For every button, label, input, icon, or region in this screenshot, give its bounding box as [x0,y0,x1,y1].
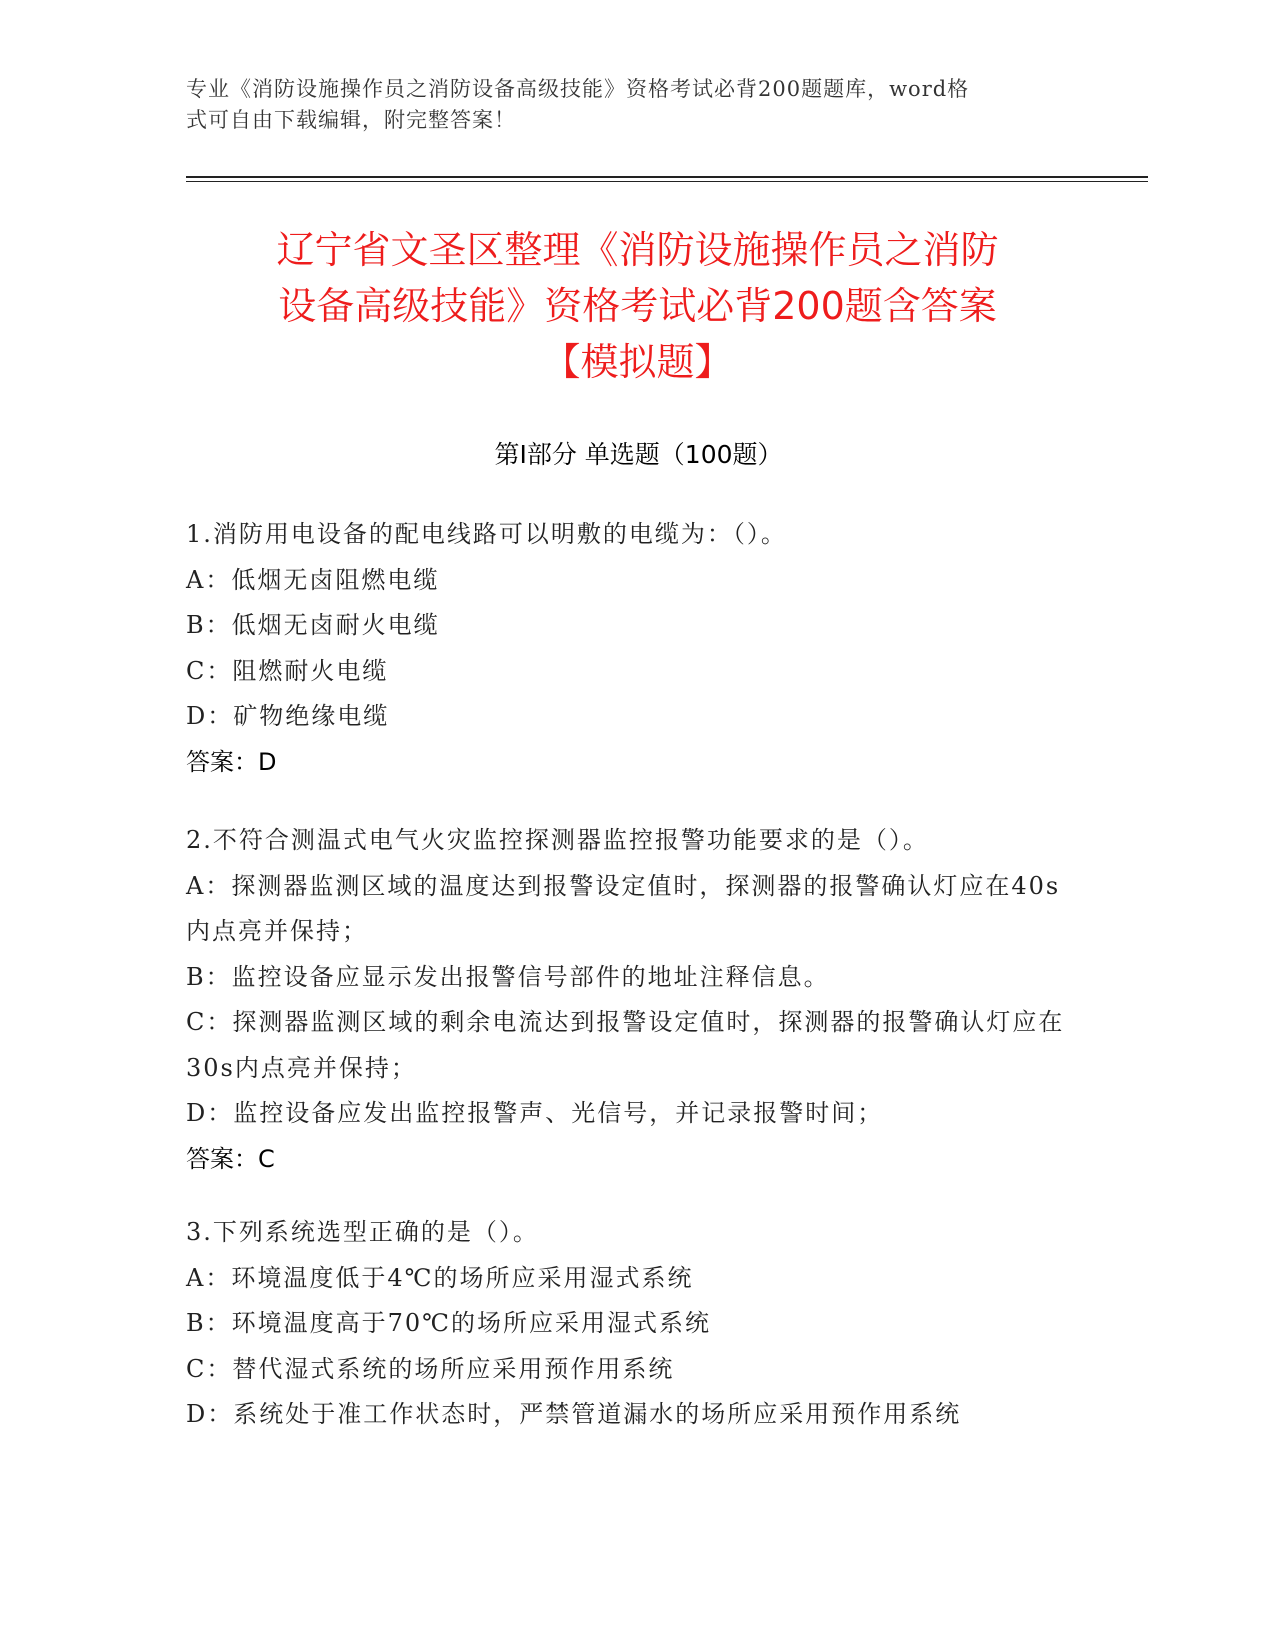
question-stem: 1.消防用电设备的配电线路可以明敷的电缆为：（）。 [186,520,787,548]
document-title [160,222,1115,390]
answer: 答案：C [186,1144,275,1173]
question-stem: 3.下列系统选型正确的是（）。 [186,1218,539,1246]
option-a: A：低烟无卤阻燃电缆 [186,565,440,594]
answer: 答案：D [186,747,277,776]
option-c: C：探测器监测区域的剩余电流达到报警设定值时，探测器的报警确认灯应在30s内点亮并保持； [186,1008,1065,1082]
question-1 [186,512,1066,785]
header-description [186,74,1066,136]
option-d: D：矿物绝缘电缆 [186,702,390,730]
option-a: A：环境温度低于4℃的场所应采用湿式系统 [186,1263,694,1292]
option-c: C：阻燃耐火电缆 [186,656,389,685]
question-2 [186,818,1066,1182]
option-b: B：低烟无卤耐火电缆 [186,611,440,639]
option-a: A：探测器监测区域的温度达到报警设定值时，探测器的报警确认灯应在40s内点亮并保持； [186,871,1061,945]
option-c: C：替代湿式系统的场所应采用预作用系统 [186,1354,675,1383]
option-d: D：系统处于准工作状态时，严禁管道漏水的场所应采用预作用系统 [186,1400,962,1428]
header-divider-thin [186,181,1148,182]
question-3 [186,1210,1066,1438]
option-b: B：环境温度高于70℃的场所应采用湿式系统 [186,1309,712,1337]
header-line-1: 专业《消防设施操作员之消防设备高级技能》资格考试必背200题题库，word格 [186,77,970,101]
option-b: B：监控设备应显示发出报警信号部件的地址注释信息。 [186,962,830,991]
option-d: D：监控设备应发出监控报警声、光信号，并记录报警时间； [186,1099,884,1127]
header-divider-thick [186,176,1148,178]
header-line-2: 式可自由下载编辑，附完整答案！ [186,108,516,132]
title-line-2: 设备高级技能》资格考试必背200题含答案 [278,284,997,328]
section-heading: 第I部分 单选题（100题） [494,440,783,469]
title-line-3: 【模拟题】 [542,340,733,384]
title-line-1: 辽宁省文圣区整理《消防设施操作员之消防 [276,228,999,272]
question-stem: 2.不符合测温式电气火灾监控探测器监控报警功能要求的是（）。 [186,826,929,854]
